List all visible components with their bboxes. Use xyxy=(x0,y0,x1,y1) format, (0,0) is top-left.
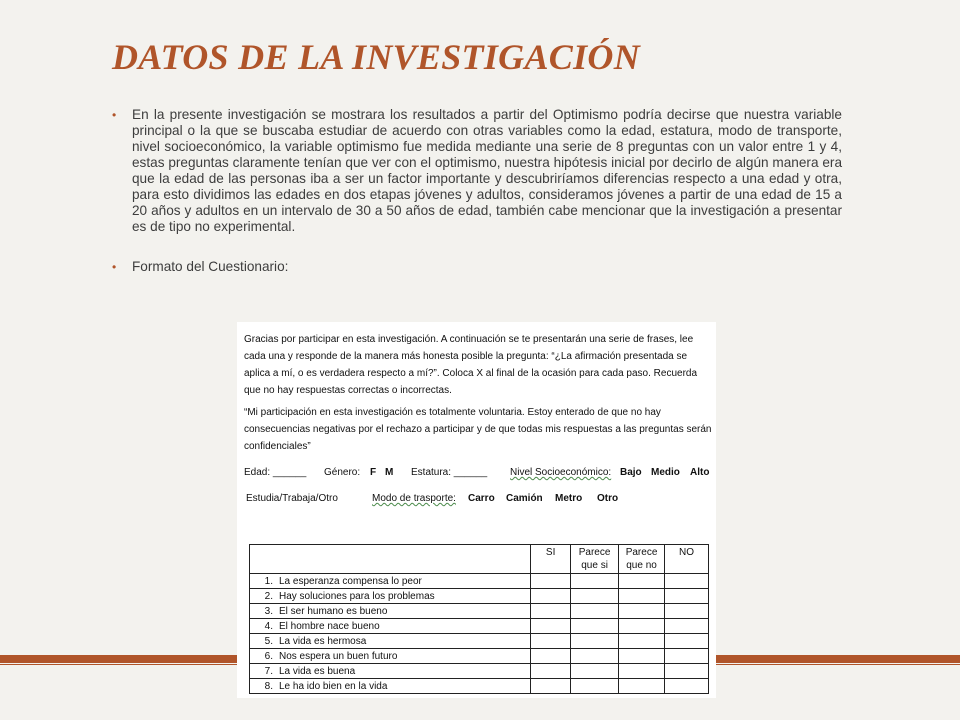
bullet-description-text: En la presente investigación se mostrara los resultados a partir del Optimismo podría decirse que nuestra variable principal o la que se buscaba estudiar de acuerdo con otras variables como la edad, estatura, modo de transporte, nivel socioeconómico, la variable optimismo fue medida mediante una serie de 8 preguntas con un valor entre 1 y 4, estas preguntas claramente tenían que ver con el optimismo, nuestra hipótesis inicial por decirlo de algún manera era que la edad de las personas iba a ser un factor importante y descubriríamos diferencias respecto a una edad y otra, para esto dividimos las edades en dos etapas jóvenes y adultos, consideramos jóvenes a partir de una edad de 15 a 20 años y adultos en un intervalo de 30 a 50 años de edad, también cabe mencionar que la investigación a presentar es de tipo no experimental. xyxy=(132,107,842,234)
item-number: 7. xyxy=(264,665,273,677)
answer-cell xyxy=(531,604,571,619)
answer-cell xyxy=(531,649,571,664)
table-header-row xyxy=(250,545,709,574)
answer-cell xyxy=(571,574,619,589)
table-row xyxy=(250,634,709,649)
header-no: NO xyxy=(665,545,709,574)
answer-cell xyxy=(665,589,709,604)
item-text: La esperanza compensa lo peor xyxy=(279,575,422,587)
item-number: 2. xyxy=(264,590,273,602)
table-row xyxy=(250,679,709,694)
answer-cell xyxy=(531,634,571,649)
answer-cell xyxy=(571,664,619,679)
option-transporte-camion: Camión xyxy=(506,493,543,504)
table-row xyxy=(250,589,709,604)
bullet-description xyxy=(112,107,842,235)
accent-rule-right xyxy=(716,655,960,663)
questionnaire-image xyxy=(237,322,716,698)
answer-cell xyxy=(665,619,709,634)
item-text: La vida es buena xyxy=(279,665,356,677)
field-edad: Edad: ______ xyxy=(244,467,307,478)
answer-cell xyxy=(531,679,571,694)
answer-cell xyxy=(619,679,665,694)
bullet-list xyxy=(112,107,842,275)
answer-cell xyxy=(571,649,619,664)
item-number: 3. xyxy=(264,605,273,617)
option-transporte-carro: Carro xyxy=(468,493,495,504)
answer-cell xyxy=(531,574,571,589)
answer-cell xyxy=(619,589,665,604)
option-genero-m: M xyxy=(385,467,394,478)
item-number: 4. xyxy=(264,620,273,632)
answer-cell xyxy=(619,649,665,664)
answer-cell xyxy=(619,664,665,679)
questionnaire-table xyxy=(249,544,709,694)
option-nivel-medio: Medio xyxy=(651,467,680,478)
answer-cell xyxy=(619,634,665,649)
answer-cell xyxy=(571,634,619,649)
answer-cell xyxy=(665,604,709,619)
bullet-questionnaire-format-text: Formato del Cuestionario: xyxy=(132,259,289,274)
field-transporte-label: Modo de trasporte: xyxy=(372,493,456,504)
answer-cell xyxy=(665,574,709,589)
item-number: 1. xyxy=(264,575,273,587)
answer-cell xyxy=(619,574,665,589)
field-ocupacion: Estudia/Trabaja/Otro xyxy=(246,493,338,504)
item-text: El ser humano es bueno xyxy=(279,605,388,617)
bullet-dot: • xyxy=(112,108,117,122)
option-genero-f: F xyxy=(370,467,377,478)
item-number: 8. xyxy=(264,680,273,692)
questionnaire-intro: Gracias por participar en esta investigación. A continuación se te presentarán una serie de frases, lee cada una y responde de la manera más honesta posible la pregunta: “¿La afirmación presentada se aplica a mí, o es verdadera respecto a mí?”. Coloca X al final de la ocasión para cada paso. Recuerda que no hay respuestas correctas o incorrectas. xyxy=(244,334,698,396)
table-row xyxy=(250,664,709,679)
item-text: Nos espera un buen futuro xyxy=(279,650,398,662)
answer-cell xyxy=(571,619,619,634)
answer-cell xyxy=(619,604,665,619)
table-row xyxy=(250,574,709,589)
option-nivel-alto: Alto xyxy=(690,467,710,478)
item-text: Le ha ido bien en la vida xyxy=(279,680,388,692)
table-row xyxy=(250,619,709,634)
bullet-questionnaire-format xyxy=(112,259,842,275)
answer-cell xyxy=(531,664,571,679)
answer-cell xyxy=(531,589,571,604)
header-si: SI xyxy=(531,545,571,574)
table-row xyxy=(250,604,709,619)
answer-cell xyxy=(665,664,709,679)
item-number: 6. xyxy=(264,650,273,662)
field-genero-label: Género: xyxy=(324,467,361,478)
questionnaire-consent: “Mi participación en esta investigación es totalmente voluntaria. Estoy enterado de que no hay consecuencias negativas por el rechazo a participar y de que todas mis respuestas a las preguntas serán confidenciales” xyxy=(244,407,712,452)
answer-cell xyxy=(665,634,709,649)
answer-cell xyxy=(571,679,619,694)
answer-cell xyxy=(571,589,619,604)
slide-title: DATOS DE LA INVESTIGACIÓN xyxy=(112,37,640,77)
answer-cell xyxy=(571,604,619,619)
header-parece-que-si: Parece que si xyxy=(571,545,619,574)
bullet-dot: • xyxy=(112,260,117,274)
item-number: 5. xyxy=(264,635,273,647)
item-text: Hay soluciones para los problemas xyxy=(279,590,435,602)
item-text: El hombre nace bueno xyxy=(279,620,380,632)
item-text: La vida es hermosa xyxy=(279,635,367,647)
option-nivel-bajo: Bajo xyxy=(620,467,642,478)
field-estatura: Estatura: ______ xyxy=(411,467,488,478)
answer-cell xyxy=(665,649,709,664)
option-transporte-metro: Metro xyxy=(555,493,583,504)
field-nivel-label: Nivel Socioeconómico: xyxy=(510,467,612,478)
accent-rule-left xyxy=(0,655,237,663)
answer-cell xyxy=(531,619,571,634)
header-parece-que-no: Parece que no xyxy=(619,545,665,574)
option-transporte-otro: Otro xyxy=(597,493,619,504)
answer-cell xyxy=(619,619,665,634)
answer-cell xyxy=(665,679,709,694)
header-blank xyxy=(250,545,531,574)
table-row xyxy=(250,649,709,664)
